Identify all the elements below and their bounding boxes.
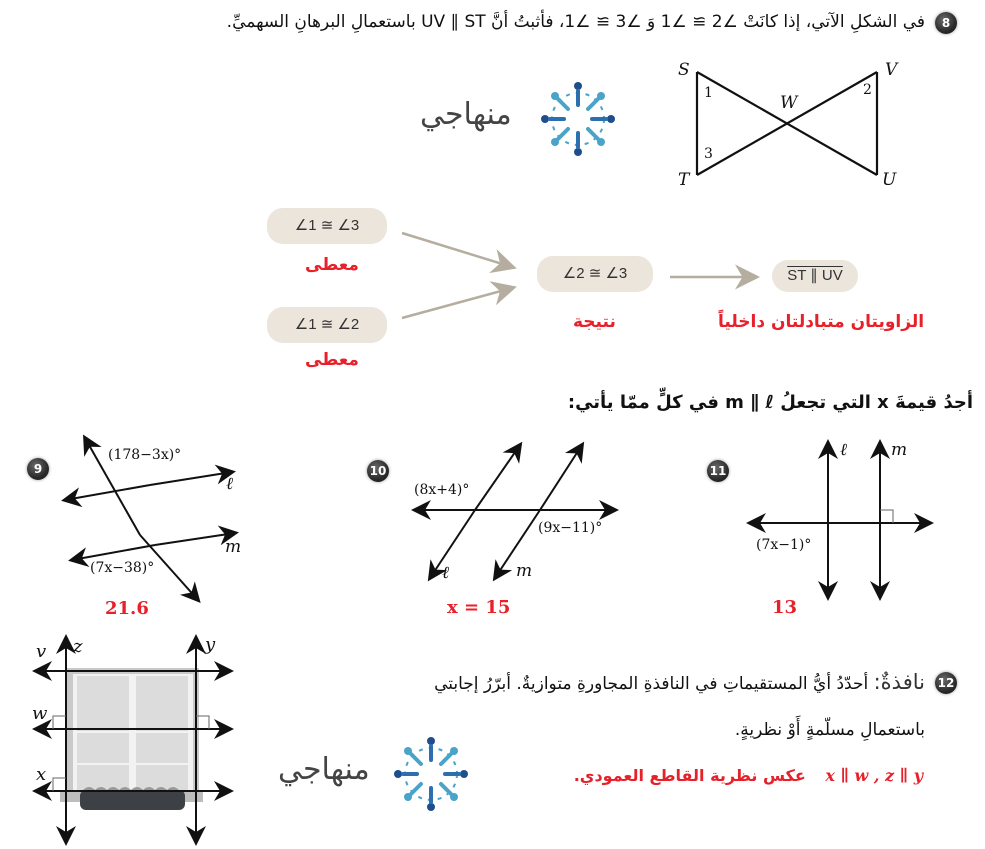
intermediate-reason: نتيجة xyxy=(573,312,616,332)
q12-keyword: نافذةٌ: xyxy=(873,670,925,694)
line-v-label: v xyxy=(36,641,47,662)
angle-1-label: 1 xyxy=(704,85,713,101)
line-m-label: m xyxy=(516,561,533,581)
flow-arrows xyxy=(0,0,985,400)
answer-q9: 21.6 xyxy=(105,598,149,619)
angle-label: (7x−1)° xyxy=(756,537,812,553)
line-z-label: z xyxy=(73,636,83,657)
answer-q12 xyxy=(574,766,923,785)
manhaji-logo xyxy=(278,730,478,820)
question-number-badge: 10 xyxy=(367,460,389,482)
given-reason-1: معطى xyxy=(305,255,359,275)
question-number-badge: 12 xyxy=(935,672,957,694)
logo-text: منهاجي xyxy=(278,752,370,787)
question-number-badge: 8 xyxy=(935,12,957,34)
question-number-badge: 9 xyxy=(27,458,49,480)
given-statement-2: ∠1 ≅ ∠2 xyxy=(267,307,387,343)
angle-label-top: (178−3x)° xyxy=(108,447,182,463)
angle-2-label: 2 xyxy=(863,82,872,98)
vertex-v-label: V xyxy=(885,60,898,80)
question-12-prompt-line1 xyxy=(434,670,925,694)
line-l-label: ℓ xyxy=(226,474,234,494)
line-w-label: w xyxy=(32,703,48,724)
angle-label-bottom: (7x−38)° xyxy=(90,560,155,576)
given-reason-2: معطى xyxy=(305,350,359,370)
line-x-label: x xyxy=(36,764,47,785)
vertex-w-label: W xyxy=(780,93,798,113)
window-figure xyxy=(20,630,240,849)
logo-emblem-icon xyxy=(391,734,471,814)
q12-text-1: أحدّدُ أيُّ المستقيماتِ في النافذةِ المجاورةِ متوازيةٌ. أبرّرُ إجابتي xyxy=(434,674,869,694)
angle-label-right: (9x−11)° xyxy=(538,520,603,536)
vertex-t-label: T xyxy=(678,170,690,190)
line-m-label: m xyxy=(225,537,242,557)
angle-label-left: (8x+4)° xyxy=(414,482,470,498)
answer-q10: x = 15 xyxy=(447,597,511,618)
vertex-s-label: S xyxy=(678,60,690,80)
line-m-label: m xyxy=(891,440,908,460)
answer-q12-reason: عكس نظرية القاطع العمودي. xyxy=(573,766,806,785)
question-8-prompt: في الشكلِ الآتي، إذا كانَتْ ∠2 ≅ ∠1 وَ ∠3 ≅ ∠1، فأثبتُ أنَّ UV ∥ ST باستعمالِ البرهانِ السهميِّ. xyxy=(226,12,925,32)
conclusion-reason: الزاويتان متبادلتان داخلياً xyxy=(718,312,925,332)
line-l-label: ℓ xyxy=(840,440,848,460)
conclusion-statement: ST ∥ UV xyxy=(772,260,858,292)
question-12-prompt-line2: باستعمالِ مسلّمةٍ أَوْ نظريةٍ. xyxy=(734,720,925,740)
line-l-label: ℓ xyxy=(442,563,450,583)
intermediate-statement: ∠2 ≅ ∠3 xyxy=(537,256,653,292)
logo-text: منهاجي xyxy=(420,97,512,132)
line-y-label: y xyxy=(205,634,216,655)
given-statement-1: ∠1 ≅ ∠3 xyxy=(267,208,387,244)
answer-q12-parallel: x ∥ w , z ∥ y xyxy=(825,766,923,785)
section-title: أجدُ قيمةَ x التي تجعلُ m ∥ ℓ في كلٍّ ممّا يأتي: xyxy=(567,392,973,413)
q11-figure xyxy=(745,440,935,600)
vertex-u-label: U xyxy=(882,170,897,190)
answer-q11: 13 xyxy=(772,597,798,618)
angle-3-label: 3 xyxy=(704,146,713,162)
question-number-badge: 11 xyxy=(707,460,729,482)
